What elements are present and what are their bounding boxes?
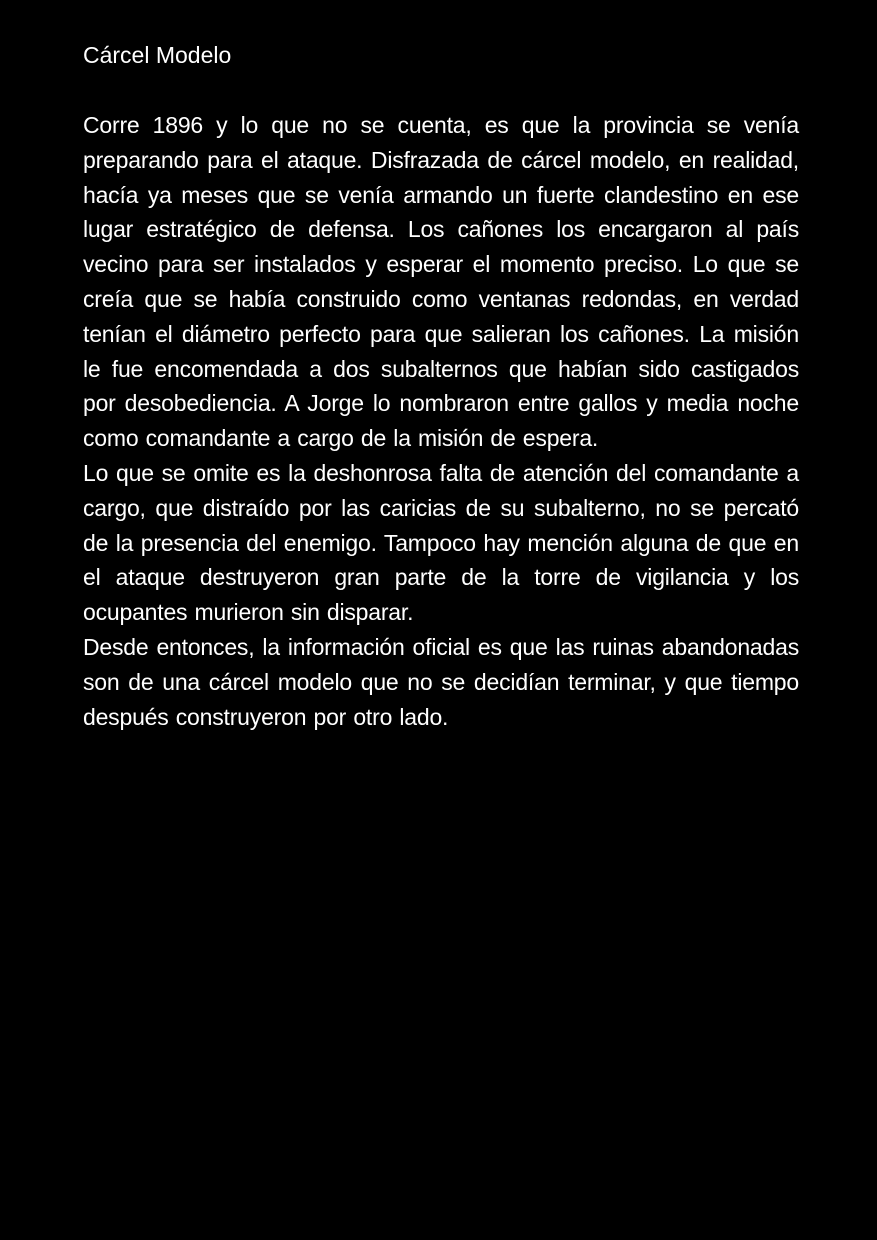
- paragraph-2: Lo que se omite es la deshonrosa falta de atención del comandante a cargo, que distraído por las caricias de su subalterno, no se percató de la presencia del enemigo. Tampoco hay mención alguna de que en el ataque destruyeron gran parte de la torre de vigilancia y los ocupantes murieron sin disparar.: [83, 459, 799, 626]
- paragraph-1: Corre 1896 y lo que no se cuenta, es que la provincia se venía preparando para el ataque. Disfrazada de cárcel modelo, en realidad, hacía ya meses que se venía armando un fuerte clandestino en ese lugar estratégico de defensa. Los cañones los encargaron al país vecino para ser instalados y esperar el momento preciso. Lo que se creía que se había construido como ventanas redondas, en verdad tenían el diámetro perfecto para que salieran los cañones. La misión le fue encomendada a dos subalternos que habían sido castigados por desobediencia. A Jorge lo nombraron entre gallos y media noche como comandante a cargo de la misión de espera.: [83, 112, 799, 452]
- document-body: [83, 38, 799, 734]
- document-title: Cárcel Modelo: [83, 42, 232, 68]
- paragraph-3: Desde entonces, la información oficial es que las ruinas abandonadas son de una cárcel modelo que no se decidían terminar, y que tiempo después construyeron por otro lado.: [83, 633, 799, 730]
